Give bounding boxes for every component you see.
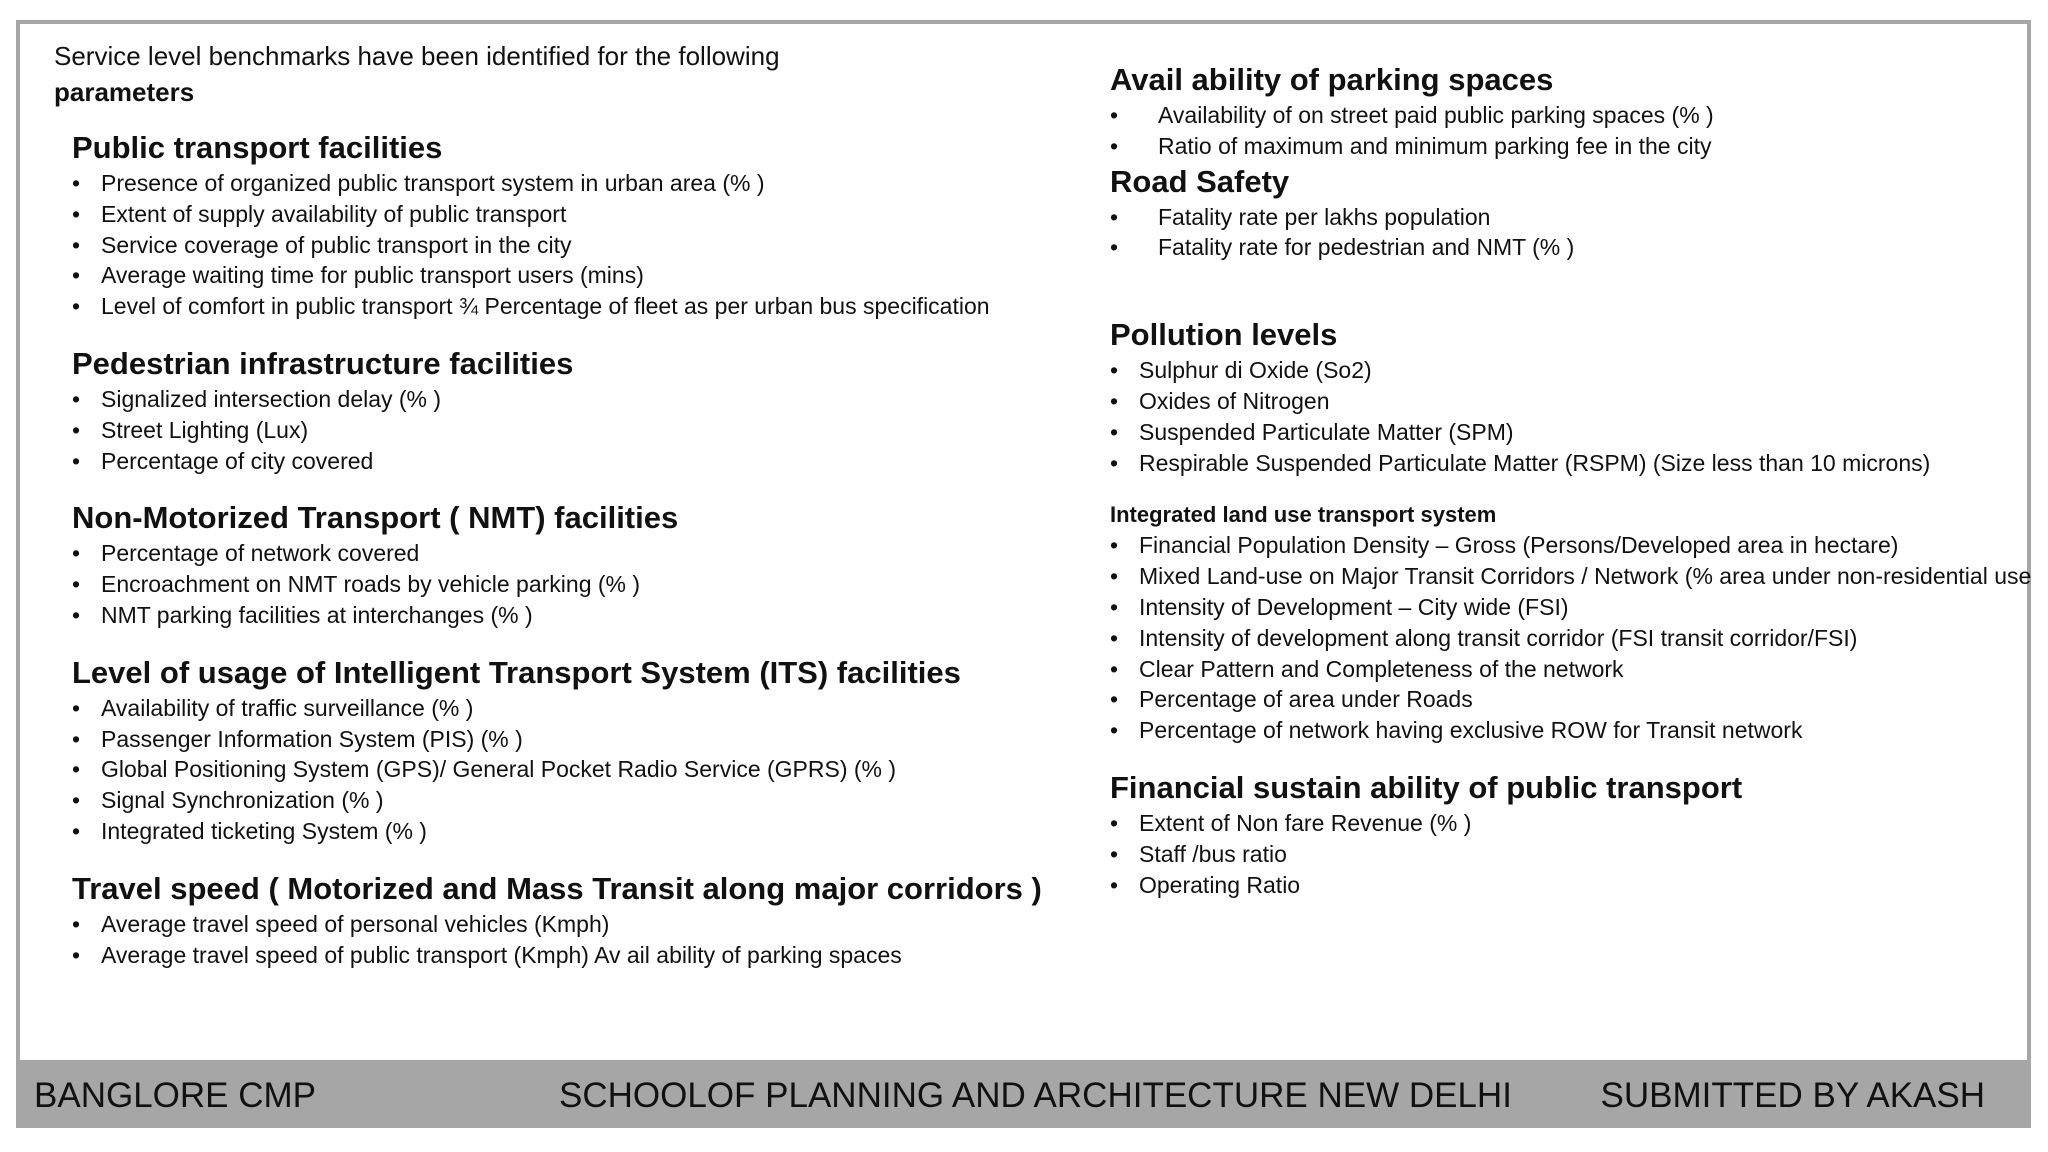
list-item: • Global Positioning System (GPS)/ General Pocket Radio Service (GPRS) (% ) — [72, 754, 1072, 785]
list-item: • NMT parking facilities at interchanges (% ) — [72, 600, 1072, 631]
section-title: Public transport facilities — [72, 130, 443, 165]
list-item: • Passenger Information System (PIS) (% ) — [72, 724, 1072, 755]
section-title: Level of usage of Intelligent Transport System (ITS) facilities — [72, 654, 961, 690]
list-item: • Percentage of area under Roads — [1110, 684, 2045, 715]
footer-city-label: BANGLORE CMP — [34, 1076, 316, 1115]
list-item: • Suspended Particulate Matter (SPM) — [1110, 417, 2045, 448]
section-pedestrian — [72, 344, 1072, 476]
section-title: Road Safety — [1110, 163, 1290, 199]
list-item: • Fatality rate for pedestrian and NMT (% ) — [1110, 232, 2045, 263]
list-item: • Financial Population Density – Gross (Persons/Developed area in hectare) — [1110, 530, 2045, 561]
list-item: • Intensity of development along transit corridor (FSI transit corridor/FSI) — [1110, 623, 2045, 654]
list-item: • Operating Ratio — [1110, 870, 2045, 901]
list-item: • Service coverage of public transport in the city — [72, 230, 1072, 261]
list-item: • Percentage of network covered — [72, 538, 1072, 569]
section-travel-speed — [72, 869, 1072, 971]
bullet-list — [72, 538, 1072, 630]
bullet-list — [1110, 530, 2045, 746]
list-item: • Availability of on street paid public parking spaces (% ) — [1110, 100, 2045, 131]
section-land-use — [1110, 500, 2045, 746]
section-title: Pollution levels — [1110, 317, 1338, 353]
bullet-list — [72, 384, 1072, 476]
section-financial — [1110, 768, 2045, 900]
list-item: • Extent of Non fare Revenue (% ) — [1110, 808, 2045, 839]
list-item: • Signal Synchronization (% ) — [72, 785, 1072, 816]
list-item: • Encroachment on NMT roads by vehicle parking (% ) — [72, 569, 1072, 600]
section-title: Financial sustain ability of public transport — [1110, 769, 1743, 805]
section-title: Integrated land use transport system — [1110, 502, 1497, 528]
bullet-list — [72, 909, 1072, 971]
list-item: • Average waiting time for public transport users (mins) — [72, 260, 1072, 291]
bullet-list — [72, 168, 1072, 322]
section-pollution — [1110, 315, 2045, 478]
right-column — [1110, 60, 2045, 900]
footer-author-label: SUBMITTED BY AKASH — [1600, 1076, 1985, 1115]
intro-line-1: Service level benchmarks have been identified for the following — [54, 41, 780, 71]
section-title: Pedestrian infrastructure facilities — [72, 345, 574, 381]
bullet-list — [1110, 202, 2045, 264]
section-nmt — [72, 498, 1072, 630]
section-road-safety — [1110, 162, 2045, 264]
list-item: • Ratio of maximum and minimum parking fee in the city — [1110, 131, 2045, 162]
list-item: • Extent of supply availability of public transport — [72, 199, 1072, 230]
list-item: • Mixed Land-use on Major Transit Corridors / Network (% area under non-residential use — [1110, 561, 2045, 592]
list-item: • Oxides of Nitrogen — [1110, 386, 2045, 417]
list-item: • Level of comfort in public transport ¾ Percentage of fleet as per urban bus specification — [72, 291, 1072, 322]
intro-line-2: parameters — [54, 77, 195, 107]
list-item: • Percentage of city covered — [72, 446, 1072, 477]
footer-bar — [16, 1064, 2031, 1128]
list-item: • Integrated ticketing System (% ) — [72, 816, 1072, 847]
bullet-list — [1110, 808, 2045, 900]
list-item: • Percentage of network having exclusive ROW for Transit network — [1110, 715, 2045, 746]
section-title: Non-Motorized Transport ( NMT) facilities — [72, 500, 679, 536]
section-parking — [1110, 60, 2045, 162]
left-column — [72, 128, 1072, 970]
section-title: Travel speed ( Motorized and Mass Transit along major corridors ) — [72, 870, 1042, 906]
bullet-list — [1110, 355, 2045, 478]
list-item: • Presence of organized public transport system in urban area (% ) — [72, 168, 1072, 199]
list-item: • Average travel speed of public transport (Kmph) Av ail ability of parking spaces — [72, 940, 1072, 971]
list-item: • Sulphur di Oxide (So2) — [1110, 355, 2045, 386]
footer-institution-label: SCHOOLOF PLANNING AND ARCHITECTURE NEW DELHI — [559, 1076, 1512, 1115]
bullet-list — [1110, 100, 2045, 162]
list-item: • Signalized intersection delay (% ) — [72, 384, 1072, 415]
list-item: • Street Lighting (Lux) — [72, 415, 1072, 446]
list-item: • Fatality rate per lakhs population — [1110, 202, 2045, 233]
list-item: • Availability of traffic surveillance (% ) — [72, 693, 1072, 724]
bullet-list — [72, 693, 1072, 847]
section-its — [72, 653, 1072, 847]
list-item: • Intensity of Development – City wide (FSI) — [1110, 592, 2045, 623]
intro-text — [54, 38, 780, 110]
list-item: • Staff /bus ratio — [1110, 839, 2045, 870]
list-item: • Clear Pattern and Completeness of the network — [1110, 654, 2045, 685]
section-public-transport — [72, 128, 1072, 322]
section-title: Avail ability of parking spaces — [1110, 62, 1554, 97]
list-item: • Average travel speed of personal vehicles (Kmph) — [72, 909, 1072, 940]
list-item: • Respirable Suspended Particulate Matter (RSPM) (Size less than 10 microns) — [1110, 448, 2045, 479]
